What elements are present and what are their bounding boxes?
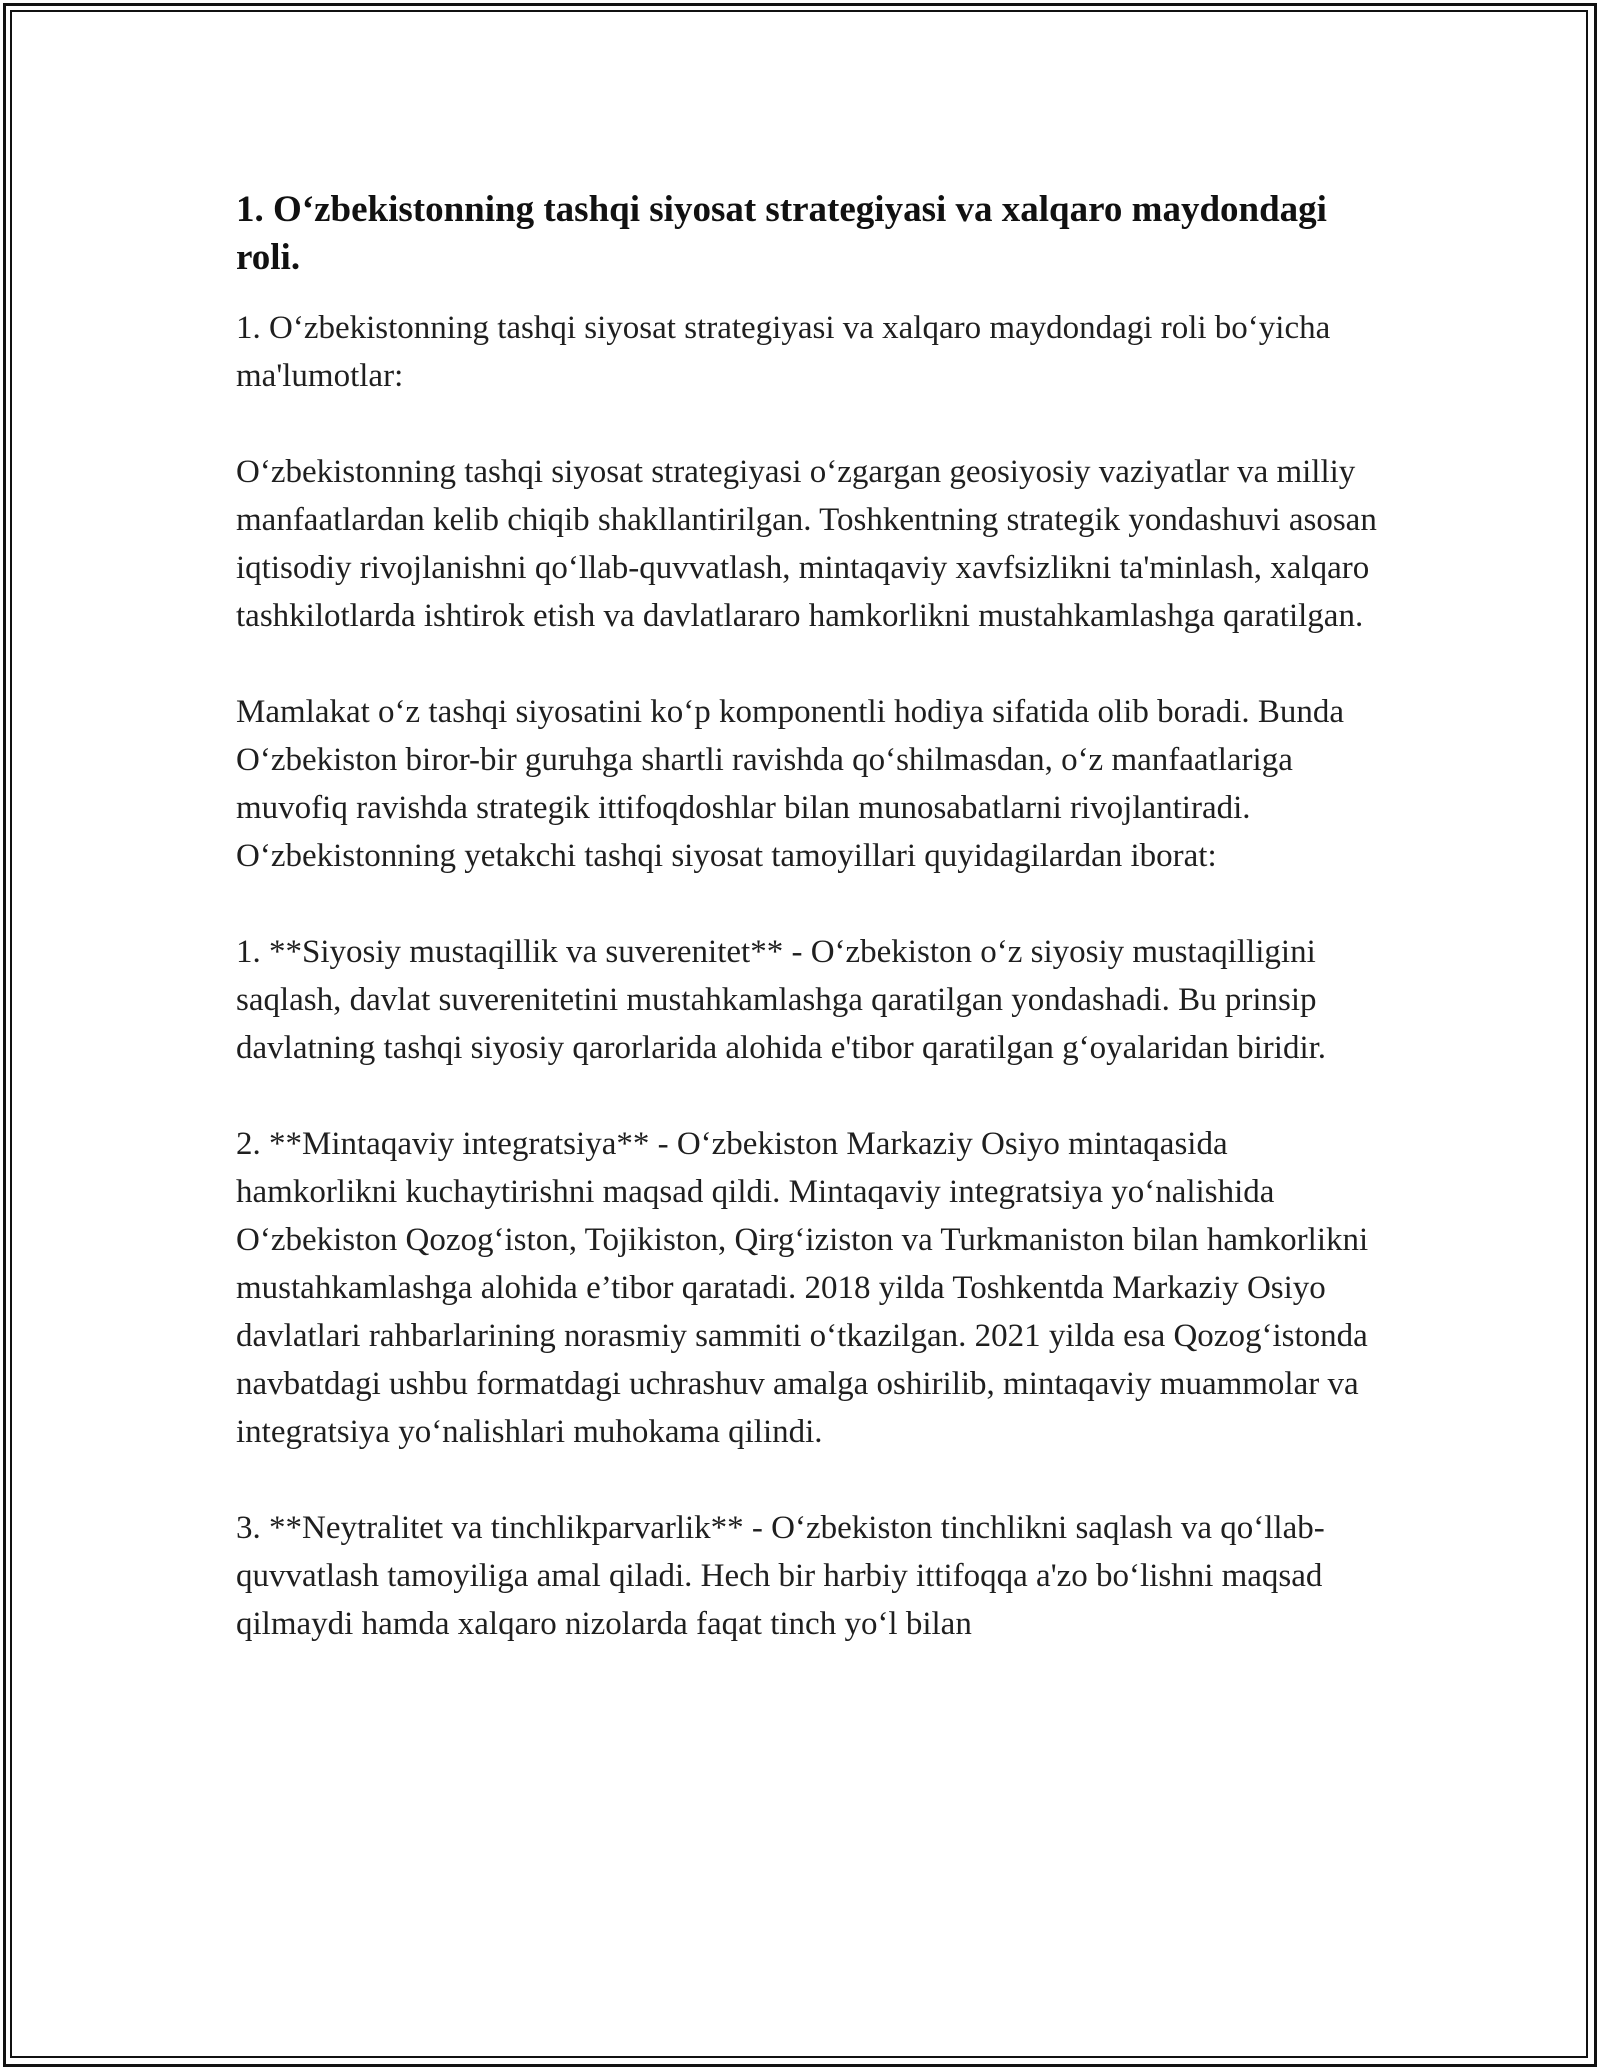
list-item-neutrality: 3. **Neytralitet va tinchlikparvarlik** - O‘zbekiston tinchlikni saqlash va qo‘llab-quvvatlash tamoyiliga amal qiladi. Hech bir harbiy ittifoqqa a'zo bo‘lishni maqsad qilmaydi hamda xalqaro nizolarda faqat tinch yo‘l bilan (236, 1510, 1325, 1642)
list-item-regional-integration: 2. **Mintaqaviy integratsiya** - O‘zbekiston Markaziy Osiyo mintaqasida hamkorlikni kuchaytirishni maqsad qildi. Mintaqaviy integratsiya yo‘nalishida O‘zbekiston Qozog‘iston, Tojikiston, Qirg‘iziston va Turkmaniston bilan hamkorlikni mustahkamlashga alohida e’tibor qaratadi. 2018 yilda Toshkentda Markaziy Osiyo davlatlari rahbarlarining norasmiy sammiti o‘tkazilgan. 2021 yilda esa Qozog‘istonda navbatdagi ushbu formatdagi uchrashuv amalga oshirilib, mintaqaviy muammolar va integratsiya yo‘nalishlari muhokama qilindi. (236, 1126, 1369, 1450)
list-item-independence: 1. **Siyosiy mustaqillik va suverenitet** - O‘zbekiston o‘z siyosiy mustaqilligini saqlash, davlat suverenitetini mustahkamlashga qaratilgan yondashadi. Bu prinsip davlatning tashqi siyosiy qarorlarida alohida e'tibor qaratilgan g‘oyalaridan biridir. (236, 934, 1327, 1066)
document-body (236, 304, 1386, 1648)
paragraph-strategy: O‘zbekistonning tashqi siyosat strategiyasi o‘zgargan geosiyosiy vaziyatlar va milliy manfaatlardan kelib chiqib shakllantirilgan. Toshkentning strategik yondashuvi asosan iqtisodiy rivojlanishni qo‘llab-quvvatlash, mintaqaviy xavfsizlikni ta'minlash, xalqaro tashkilotlarda ishtirok etish va davlatlararo hamkorlikni mustahkamlashga qaratilgan. (236, 454, 1377, 634)
document-page (236, 186, 1386, 1648)
paragraph-intro: 1. O‘zbekistonning tashqi siyosat strategiyasi va xalqaro maydondagi roli bo‘yicha ma'lumotlar: (236, 310, 1331, 394)
paragraph-principles-intro: Mamlakat o‘z tashqi siyosatini ko‘p komponentli hodiya sifatida olib boradi. Bunda O‘zbekiston biror-bir guruhga shartli ravishda qo‘shilmasdan, o‘z manfaatlariga muvofiq ravishda strategik ittifoqdoshlar bilan munosabatlarni rivojlantiradi. O‘zbekistonning yetakchi tashqi siyosat tamoyillari quyidagilardan iborat: (236, 694, 1345, 874)
document-title: 1. O‘zbekistonning tashqi siyosat strategiyasi va xalqaro maydondagi roli. (236, 189, 1327, 278)
